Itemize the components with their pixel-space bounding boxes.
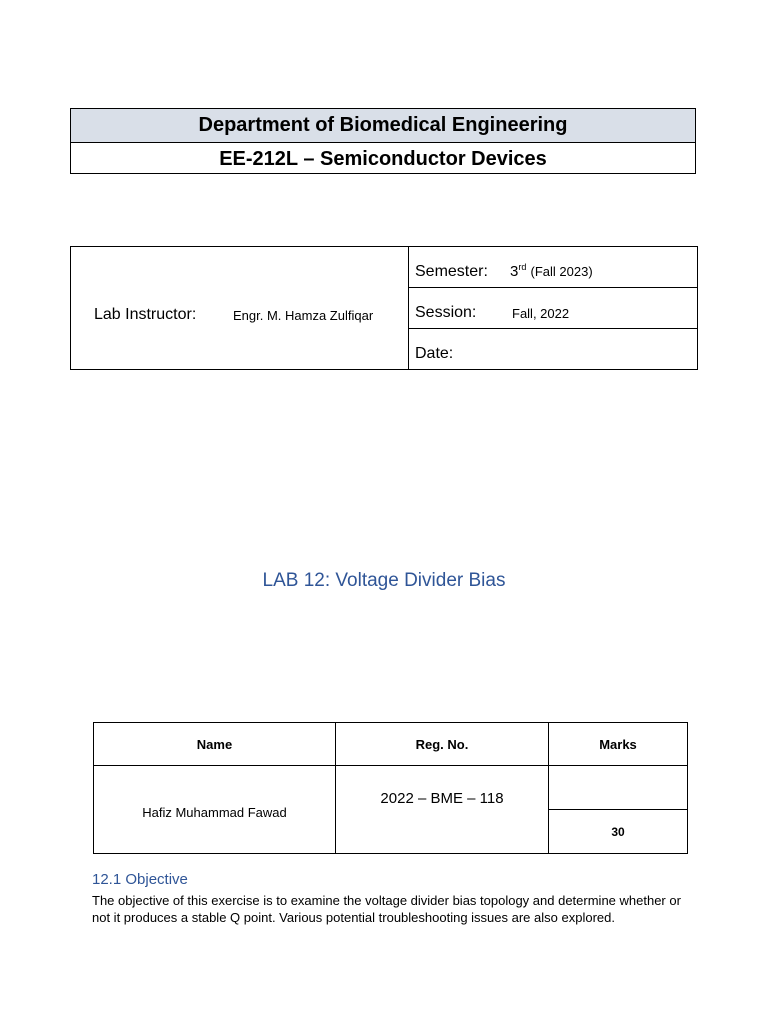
marks-total: 30: [611, 824, 625, 839]
student-reg-no: 2022 – BME – 118: [380, 789, 504, 807]
marks-obtained: [549, 766, 687, 809]
session-value: Fall, 2022: [512, 306, 570, 321]
date-label: Date:: [415, 345, 454, 362]
date-row: [409, 329, 697, 370]
semester-suffix: rd: [518, 262, 527, 272]
course-title: EE-212L – Semiconductor Devices: [219, 147, 547, 170]
header-marks: Marks: [599, 736, 637, 752]
semester-row: [409, 247, 697, 288]
student-table: [93, 722, 688, 854]
session-row: [409, 288, 697, 329]
objective-text: The objective of this exercise is to examine the voltage divider bias topology and determine whether or not it produces a stable Q point. Various potential troubleshooting issues are also explored.: [92, 893, 681, 925]
semester-term: (Fall 2023): [530, 264, 593, 279]
student-name: Hafiz Muhammad Fawad: [142, 805, 287, 820]
lab-title: LAB 12: Voltage Divider Bias: [262, 570, 506, 591]
semester-value: [510, 263, 593, 280]
instructor-label: Lab Instructor:: [94, 306, 197, 323]
objective-heading: 12.1 Objective: [92, 871, 188, 888]
instructor-cell: [71, 247, 409, 369]
info-table: [70, 246, 698, 370]
semester-label: Semester:: [415, 263, 488, 280]
semester-number: 3: [510, 263, 519, 280]
session-label: Session:: [415, 304, 477, 321]
header-reg-no: Reg. No.: [415, 736, 469, 752]
instructor-value: Engr. M. Hamza Zulfiqar: [233, 308, 374, 323]
department-title: Department of Biomedical Engineering: [71, 109, 695, 143]
header-box: [70, 108, 696, 174]
header-name: Name: [196, 736, 233, 752]
info-right-column: [409, 247, 697, 369]
